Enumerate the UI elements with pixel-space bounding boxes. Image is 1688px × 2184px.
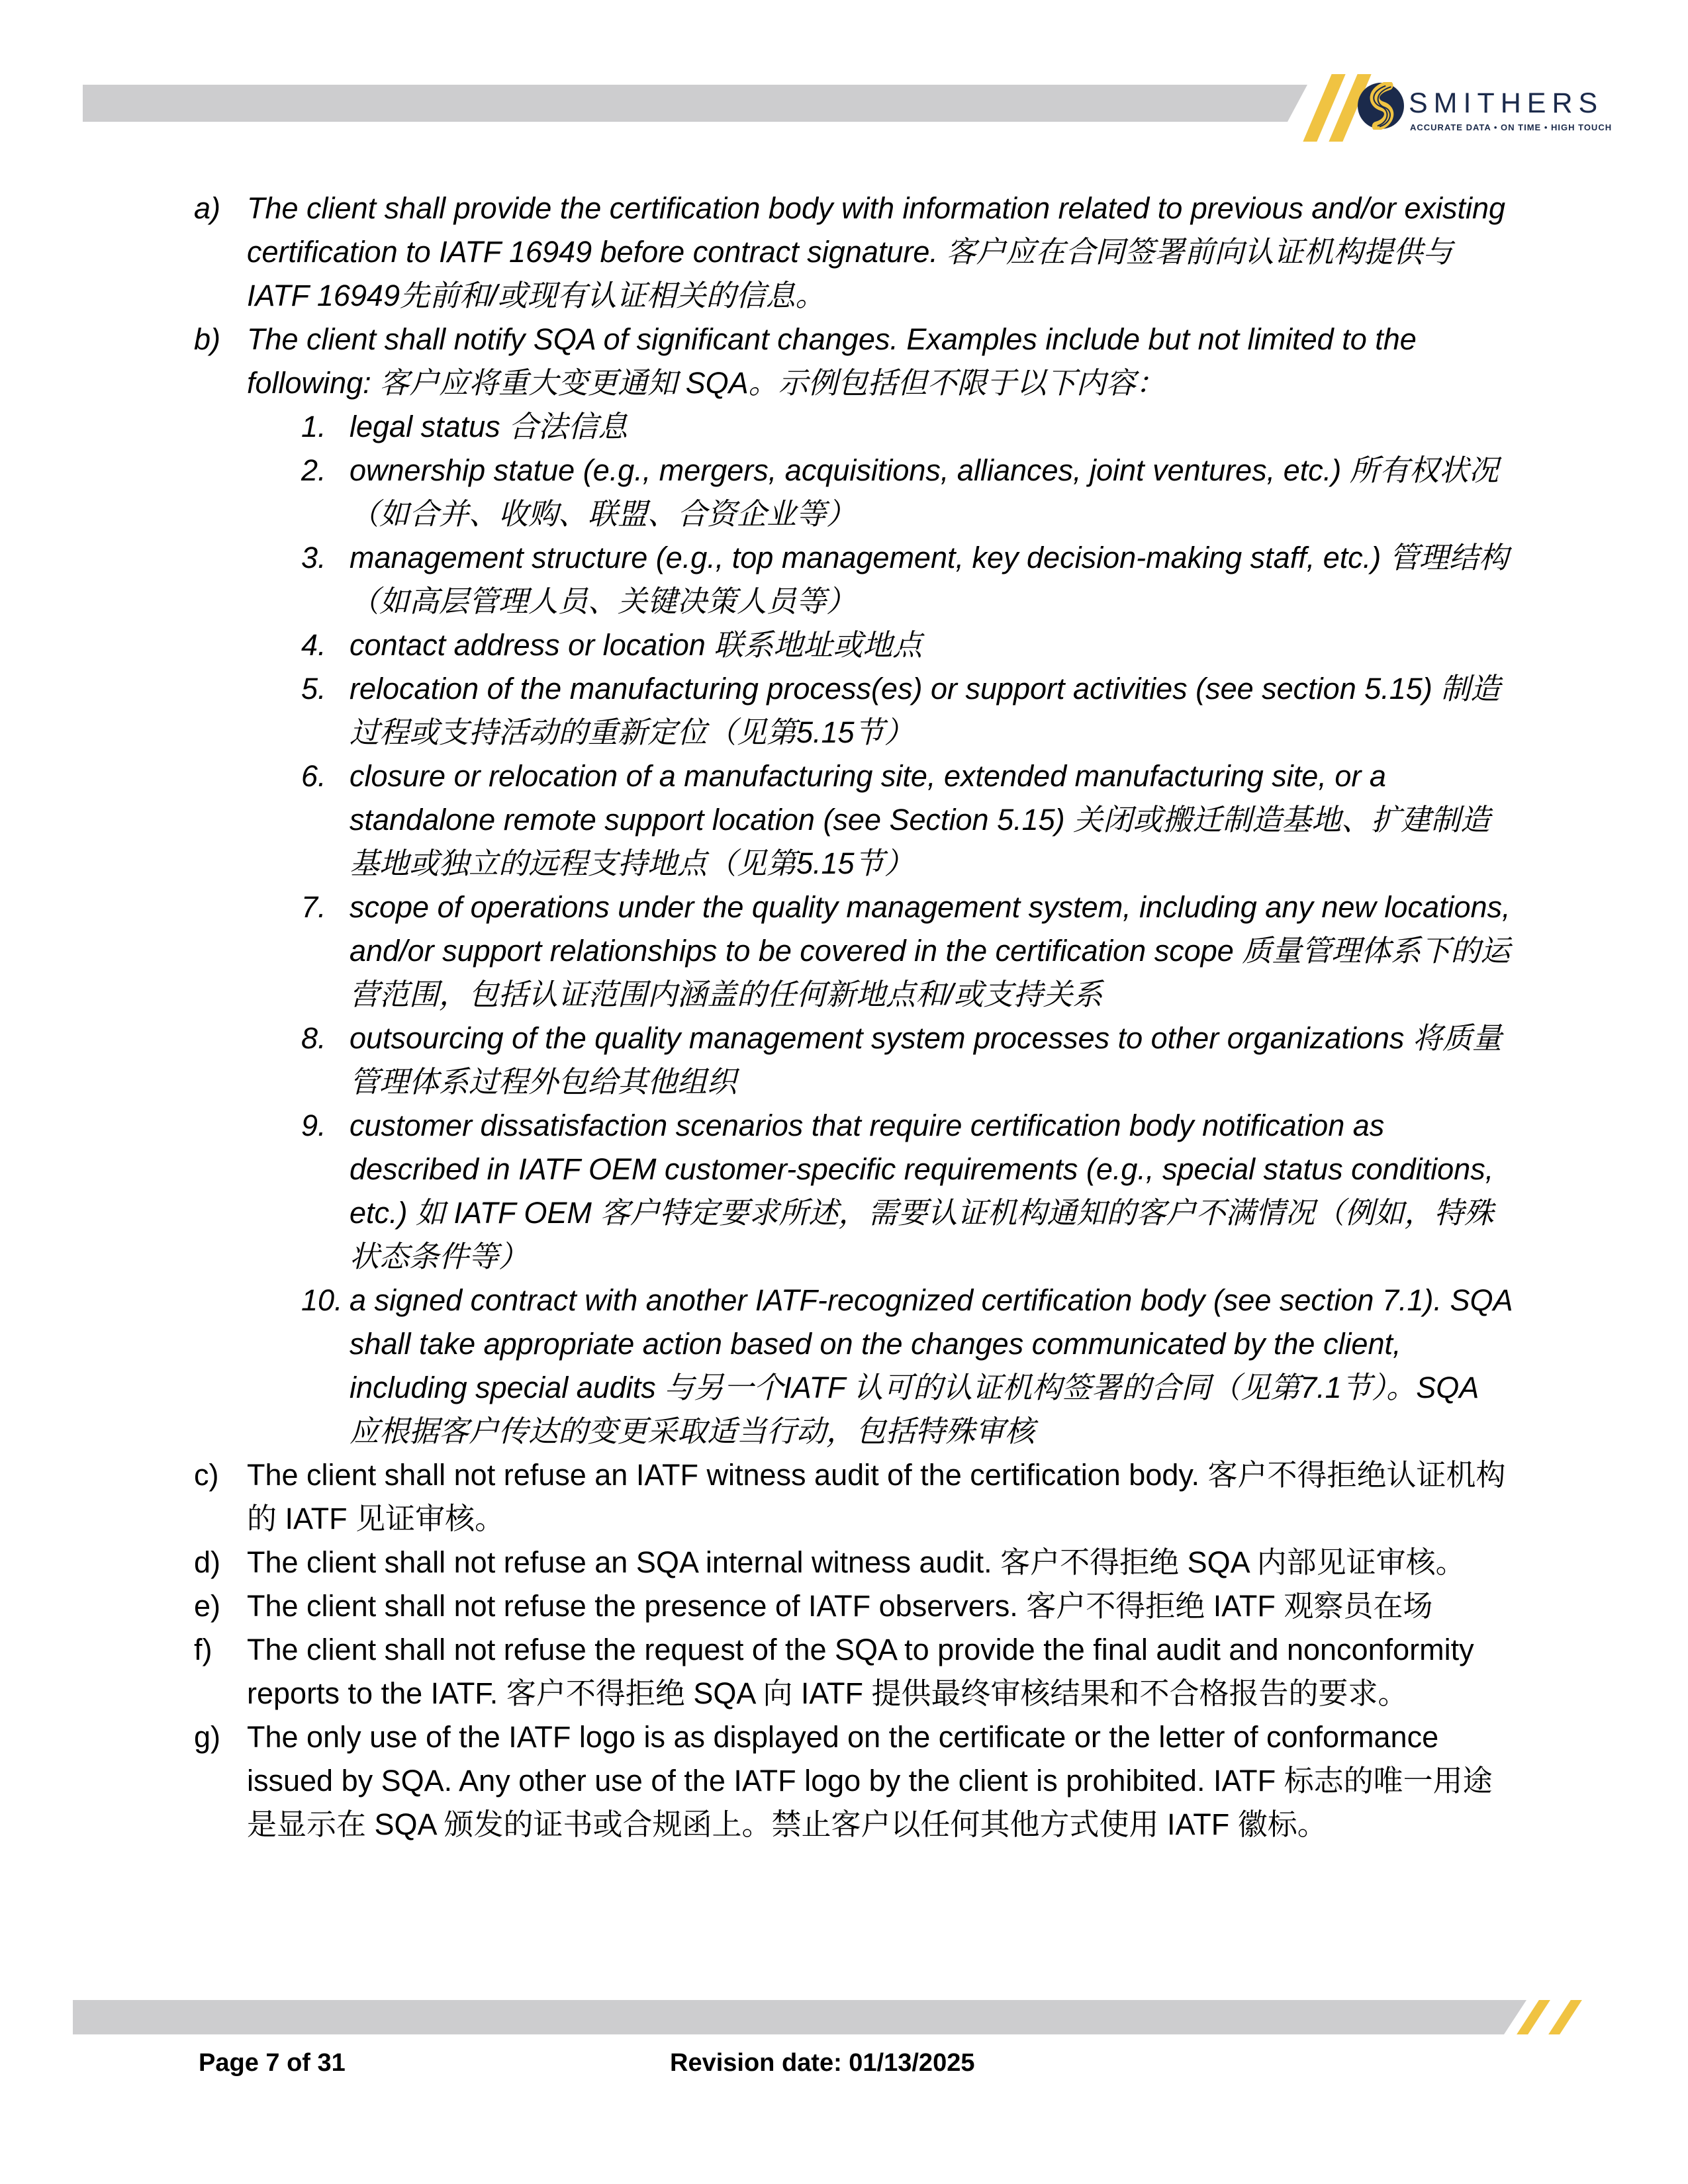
header-bar (83, 85, 1307, 122)
item-marker: g) (194, 1720, 221, 1754)
item-marker: a) (194, 191, 221, 225)
item-marker: 9. (301, 1109, 326, 1142)
item-text: contact address or location 联系地址或地点 (350, 628, 923, 662)
item-text: closure or relocation of a manufacturing site, extended manufacturing site, or a standalone remote support location (see Section 5.15) 关闭或搬迁制造基地、扩建制造基地或独立的远程支持地点（见第5.15节） (350, 759, 1491, 880)
list-item-e (194, 1584, 1513, 1628)
sub-item-3 (301, 536, 1513, 623)
sub-item-2 (301, 449, 1513, 536)
item-marker: 6. (301, 759, 326, 793)
list-item-a (194, 187, 1513, 318)
item-text: The client shall not refuse an SQA internal witness audit. 客户不得拒绝 SQA 内部见证审核。 (247, 1545, 1466, 1579)
item-text: The client shall notify SQA of significant changes. Examples include but not limited to the following: 客户应将重大变更通知 SQA。示例包括但不限于以下内容： (247, 322, 1417, 400)
item-text: legal status 合法信息 (350, 410, 628, 443)
list-item-g (194, 1715, 1513, 1846)
sub-item-7 (301, 886, 1513, 1017)
item-marker: 5. (301, 672, 326, 705)
item-marker: 10. (301, 1283, 343, 1317)
item-marker: f) (194, 1633, 212, 1666)
item-text: scope of operations under the quality management system, including any new locations, and/or support relationships to be covered in the certification scope 质量管理体系下的运营范围，包括认证范围内涵盖的任何新地点和/或支持关系 (350, 890, 1511, 1011)
item-marker: 1. (301, 410, 326, 443)
item-text: ownership statue (e.g., mergers, acquisitions, alliances, joint ventures, etc.) 所有权状况（如合并、收购、联盟、合资企业等） (350, 453, 1499, 531)
list-item-f (194, 1628, 1513, 1715)
sub-item-4 (301, 623, 1513, 667)
item-marker: 7. (301, 890, 326, 924)
sub-item-5 (301, 667, 1513, 754)
list-item-d (194, 1541, 1513, 1584)
item-text: The client shall provide the certification body with information related to previous and/or existing certification to IATF 16949 before contract signature. 客户应在合同签署前向认证机构提供与IATF 16949先前和/或现有认证相关的信息。 (247, 191, 1506, 312)
item-text: The client shall not refuse the request of the SQA to provide the final audit and nonconformity reports to the IATF. 客户不得拒绝 SQA 向 IATF 提供最终审核结果和不合格报告的要求。 (247, 1633, 1474, 1710)
sub-item-1 (301, 405, 1513, 449)
page-number: Page 7 of 31 (199, 2049, 346, 2077)
item-marker: 8. (301, 1021, 326, 1055)
item-text: a signed contract with another IATF-recognized certification body (see section 7.1). SQA shall take appropriate action based on the changes communicated by the client, including special audits 与另一个IATF 认可的认证机构签署的合同（见第7.1节）。SQA 应根据客户传达的变更采取适当行动，包括特殊审核 (350, 1283, 1512, 1448)
item-text: The client shall not refuse the presence of IATF observers. 客户不得拒绝 IATF 观察员在场 (247, 1589, 1433, 1623)
footer-bar (73, 2000, 1526, 2034)
sub-item-8 (301, 1017, 1513, 1104)
list-item-b (194, 318, 1513, 405)
brand-name: SMITHERS (1409, 87, 1604, 119)
requirements-list (194, 187, 1513, 1846)
revision-date: Revision date: 01/13/2025 (670, 2049, 975, 2077)
footer-slash-icon (1548, 2000, 1582, 2034)
item-marker: 2. (301, 453, 326, 487)
sub-item-6 (301, 754, 1513, 886)
sub-item-10 (301, 1279, 1513, 1453)
sub-item-9 (301, 1104, 1513, 1279)
item-text: outsourcing of the quality management system processes to other organizations 将质量管理体系过程外包给其他组织 (350, 1021, 1502, 1099)
smithers-logo-icon (1357, 82, 1405, 130)
item-text: The only use of the IATF logo is as displayed on the certificate or the letter of conformance issued by SQA. Any other use of the IATF logo by the client is prohibited. IATF 标志的唯一用途是显示在 SQA 颁发的证书或合规函上。禁止客户以任何其他方式使用 IATF 徽标。 (247, 1720, 1493, 1841)
item-marker: d) (194, 1545, 221, 1579)
item-text: The client shall not refuse an IATF witness audit of the certification body. 客户不得拒绝认证机构的 IATF 见证审核。 (247, 1458, 1506, 1535)
item-marker: b) (194, 322, 221, 356)
item-marker: c) (194, 1458, 219, 1492)
item-text: customer dissatisfaction scenarios that require certification body notification as described in IATF OEM customer-specific requirements (e.g., special status conditions, etc.) 如 IATF OEM 客户特定要求所述，需要认证机构通知的客户不满情况（例如，特殊状态条件等） (350, 1109, 1494, 1273)
list-item-c (194, 1453, 1513, 1541)
item-marker: 3. (301, 541, 326, 574)
item-marker: e) (194, 1589, 221, 1623)
item-text: relocation of the manufacturing process(es) or support activities (see section 5.15) 制造过程或支持活动的重新定位（见第5.15节） (350, 672, 1501, 749)
item-marker: 4. (301, 628, 326, 662)
item-text: management structure (e.g., top management, key decision-making staff, etc.) 管理结构（如高层管理人员、关键决策人员等） (350, 541, 1509, 618)
brand-tagline: ACCURATE DATA • ON TIME • HIGH TOUCH (1410, 122, 1613, 132)
